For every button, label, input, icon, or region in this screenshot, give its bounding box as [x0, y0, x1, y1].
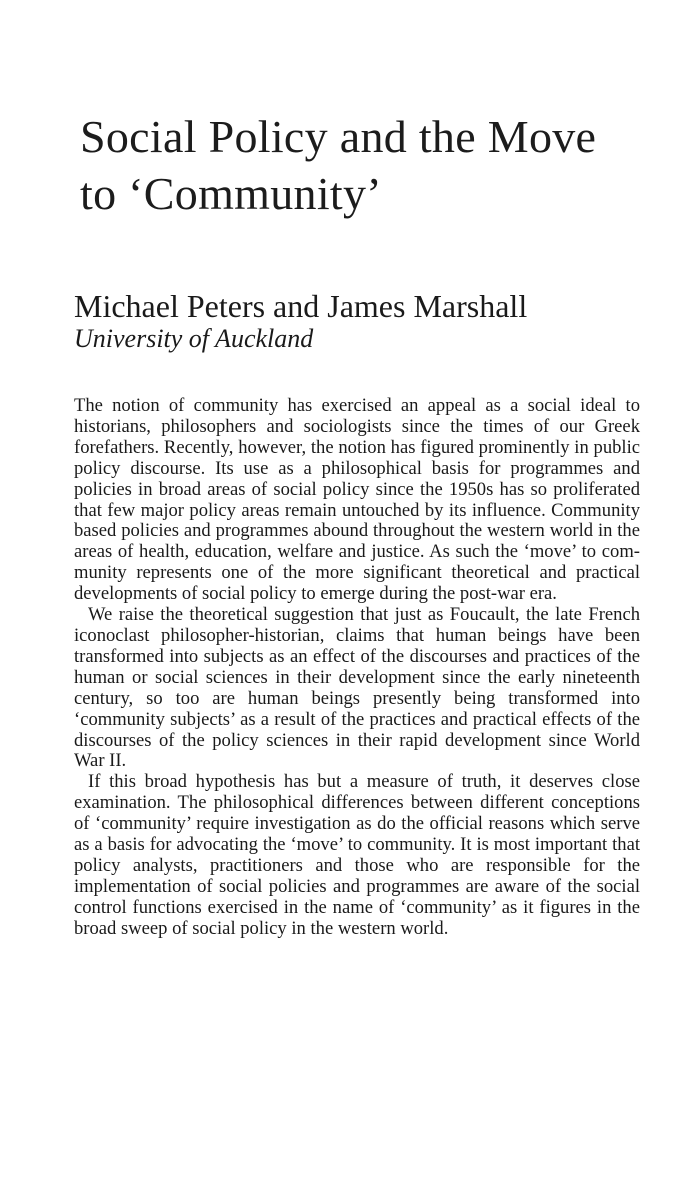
- title-line-1: Social Policy and the Move: [80, 111, 597, 162]
- article-title: [80, 108, 640, 222]
- body-paragraph-3: If this broad hypothesis has but a measure of truth, it deserves close examination. The philosophical differences between different conceptions of ‘community’ require investigation as do the official reasons which serve as a basis for advocating the ‘move’ to community. It is most important that policy analysts, practitioners and those who are responsible for the implementation of social policies and programmes are aware of the social control functions exercised in the name of ‘community’ as it figures in the broad sweep of social policy in the western world.: [74, 771, 640, 939]
- author-affiliation: University of Auckland: [74, 324, 314, 353]
- body-paragraph-2: We raise the theoretical suggestion that just as Foucault, the late French iconoclast philosopher-historian, claims that human beings have been transformed into subjects as an effect of the discourses and practices of the human or social sciences in their development since the early nineteenth century, so too are human beings presently being transformed into ‘community subjects’ as a result of the practices and practical effects of the discourses of the policy sciences in their rapid development since World War II.: [74, 604, 640, 772]
- author-names: Michael Peters and James Marshall: [74, 288, 528, 324]
- article-body: [74, 396, 640, 940]
- title-line-2: to ‘Community’: [80, 168, 382, 219]
- body-paragraph-1: The notion of community has exercised an appeal as a social ideal to historians, philosophers and sociologists since the times of our Greek forefathers. Recently, however, the notion has figured prominently in public policy discourse. Its use as a philosophical basis for programmes and policies in broad areas of social policy since the 1950s has so proliferated that few major policy areas remain untouched by its influence. Community based policies and programmes abound throughout the western world in the areas of health, education, welfare and justice. As such the ‘move’ to community represents one of the more significant theoretical and practical developments of social policy to emerge during the post-war era.: [74, 395, 640, 605]
